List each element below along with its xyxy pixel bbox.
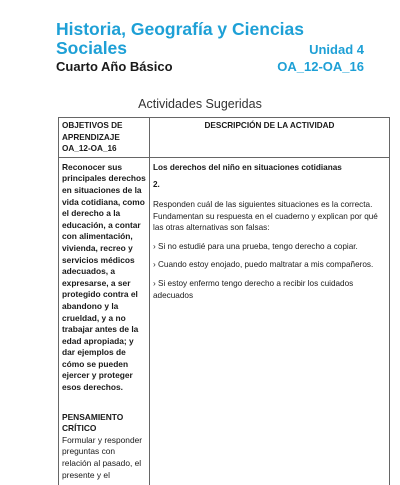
- option-item: › Si estoy enfermo tengo derecho a recibir los cuidados adecuados: [153, 278, 354, 300]
- table-header-row: [59, 118, 390, 158]
- activity-title: Los derechos del niño en situaciones cotidianas: [153, 162, 342, 172]
- objectives-cell: [59, 157, 150, 485]
- activity-instructions: Responden cuál de las siguientes situaciones es la correcta. Fundamentan su respuesta en el cuaderno y explican por qué las otras alternativas son falsas:: [153, 199, 378, 233]
- page-header: [56, 20, 386, 74]
- description-cell: [150, 157, 390, 485]
- description-header: DESCRIPCIÓN DE LA ACTIVIDAD: [150, 118, 390, 158]
- grade-label: Cuarto Año Básico: [56, 59, 173, 74]
- option-item: › Si no estudié para una prueba, tengo derecho a copiar.: [153, 241, 358, 251]
- activities-table: [58, 117, 390, 485]
- skill-text: Formular y responder preguntas con relación al pasado, el presente y el: [62, 434, 143, 480]
- objective-text: Reconocer sus principales derechos en situaciones de la vida cotidiana, como el derecho a la educación, a contar con alimentación, vivienda, recreo y servicios médicos adecuados, a expresarse, a ser protegido contra el abandono y la crueldad, y a no trabajar antes de la edad apropiada; y dar ejemplos de cómo se pueden ejercer y proteger esos derechos.: [62, 161, 146, 393]
- grade-row: [56, 59, 364, 74]
- section-title: Actividades Sugeridas: [138, 97, 262, 111]
- table-row: [59, 157, 390, 485]
- unit-label: Unidad 4: [309, 42, 364, 57]
- skill-title: PENSAMIENTO CRÍTICO: [62, 411, 124, 434]
- objectives-header: OBJETIVOS DE APRENDIZAJE OA_12-OA_16: [59, 118, 150, 158]
- activity-number: 2.: [153, 180, 160, 190]
- oa-code: OA_12-OA_16: [277, 59, 364, 74]
- subject-title: Historia, Geografía y Ciencias Sociales: [56, 19, 305, 58]
- option-item: › Cuando estoy enojado, puedo maltratar a mis compañeros.: [153, 260, 374, 270]
